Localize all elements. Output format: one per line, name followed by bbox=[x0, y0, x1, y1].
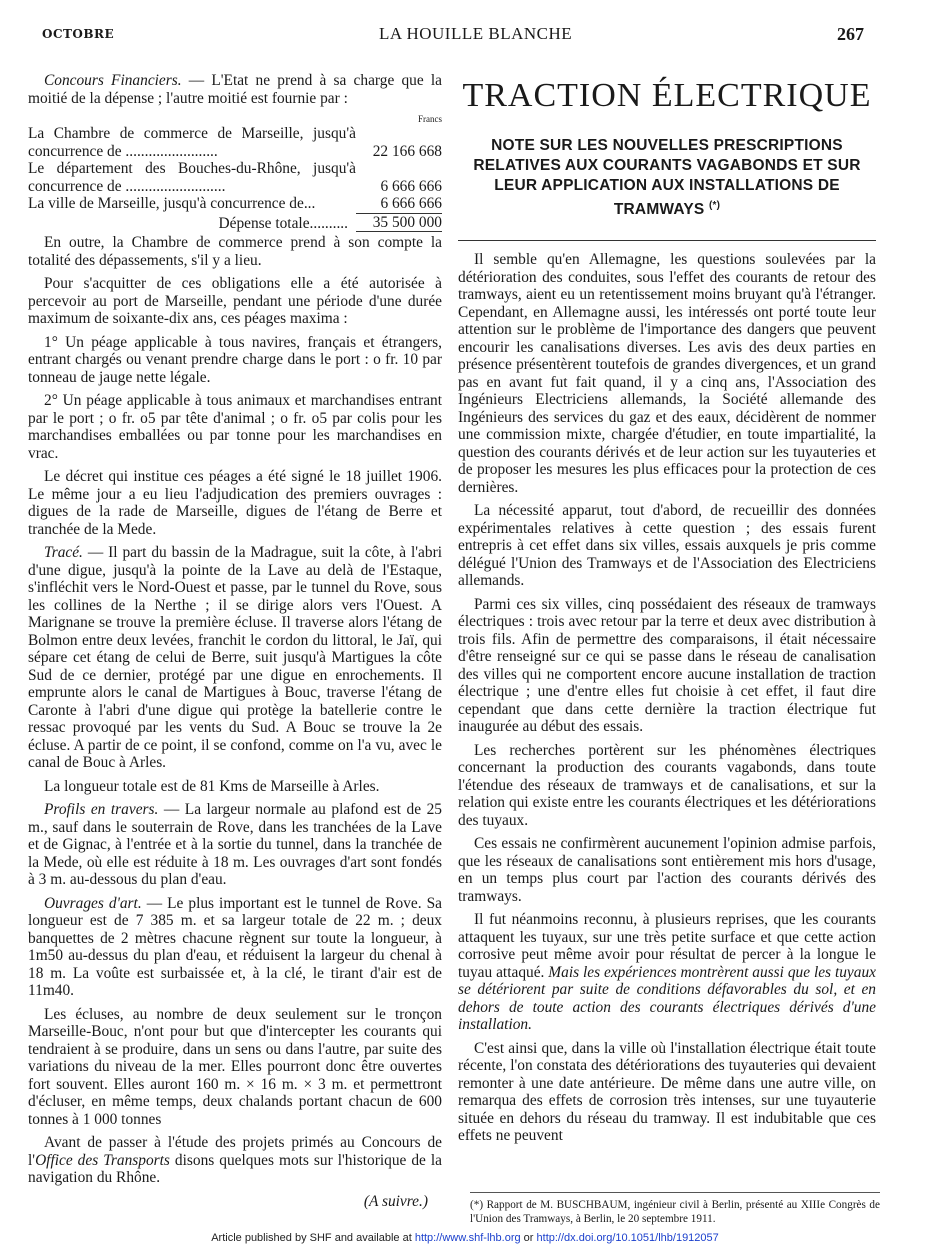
paragraph-decret: Le décret qui institue ces péages a été signé le 18 juillet 1906. Le même jour a eu lieu l'adjudication des premiers ouvrages : digues de la rade de Marseille, digues de l'étang de Berre et tranchée de la Mede. bbox=[28, 468, 442, 538]
footer-link-doi[interactable]: http://dx.doi.org/10.1051/lhb/1912057 bbox=[536, 1232, 719, 1244]
financing-row-label: La Chambre de commerce de Marseille, jusqu'à concurrence de ........................ bbox=[28, 125, 356, 160]
title-rule bbox=[458, 240, 876, 241]
left-column bbox=[28, 72, 442, 1210]
financing-unit: Francs bbox=[418, 114, 442, 124]
footer-prefix: Article published by SHF and available at bbox=[211, 1232, 415, 1244]
article-paragraph-3: Parmi ces six villes, cinq possédaient des réseaux de tramways électriques : trois avec retour par la terre et deux avec distribution à trois fils. Afin de permettre des comparaisons, il était nécessaire d'être renseigné sur ce qui se passe dans le réseau de canalisation des villes qui ne comportent encore aucune installation de traction électrique ; une d'entre elles fut choisie à cet effet, il faut dire cependant que dans cette dernière la traction électrique fut inaugurée au début des essais. bbox=[458, 595, 876, 736]
header-journal-title: LA HOUILLE BLANCHE bbox=[379, 24, 573, 43]
footer-link-shf[interactable]: http://www.shf-lhb.org bbox=[414, 1232, 521, 1244]
financing-row-value: 22 166 668 bbox=[372, 142, 442, 160]
ouvrages-runin: Ouvrages d'art. bbox=[44, 894, 142, 912]
financing-unit-row bbox=[28, 113, 442, 125]
paragraph-profils bbox=[28, 801, 442, 889]
article-title bbox=[458, 136, 876, 220]
financing-row bbox=[28, 195, 442, 213]
paragraph-en-outre: En outre, la Chambre de commerce prend à son compte la totalité des dépassements, s'il y a lieu. bbox=[28, 234, 442, 269]
publication-footer bbox=[0, 1232, 930, 1244]
article-title-text: NOTE SUR LES NOUVELLES PRESCRIPTIONS RELATIVES AUX COURANTS VAGABONDS ET SUR LEUR APPLICATION AUX INSTALLATIONS DE TRAMWAYS bbox=[473, 137, 861, 219]
paragraph-longueur: La longueur totale est de 81 Kms de Marseille à Arles. bbox=[44, 777, 380, 795]
continued-note: (A suivre.) bbox=[363, 1192, 428, 1210]
avant-italic: Office des Transports bbox=[35, 1151, 170, 1169]
article-paragraph-4: Les recherches portèrent sur les phénomènes électriques concernant la production des courants vagabonds, dans toute l'étendue des réseaux de tramways et de canalisations, et sur la relation qui existe entre les courants électriques et les détériorations des tuyaux. bbox=[458, 741, 876, 829]
financing-text: — L'Etat ne prend à sa charge que la moitié de la dépense ; l'autre moitié est fournie par : bbox=[28, 72, 443, 107]
article-paragraph-7: C'est ainsi que, dans la ville où l'installation électrique était toute récente, l'on constata des détériorations des tuyauteries qui devaient remonter à une date antérieure. De même dans une autre ville, on remarqua des effets de corrosion très intenses, sur une tuyauterie située en dehors du réseau du tramway. Il est indubitable que ces effets ne peuvent bbox=[458, 1039, 876, 1145]
financing-row-label: La ville de Marseille, jusqu'à concurrence de... bbox=[28, 195, 316, 212]
article-paragraph-6 bbox=[458, 911, 876, 1034]
section-title: TRACTION ÉLECTRIQUE bbox=[462, 77, 872, 114]
financing-row bbox=[28, 125, 442, 160]
financing-row-label: Le département des Bouches-du-Rhône, jusqu'à concurrence de .......................... bbox=[28, 160, 356, 195]
footnote: (*) Rapport de M. BUSCHBAUM, ingénieur civil à Berlin, présenté au XIIIe Congrès de l'Union des Tramways, à Berlin, le 20 septembre 1911. bbox=[470, 1199, 880, 1225]
paragraph-avant bbox=[28, 1134, 442, 1187]
running-header bbox=[42, 22, 864, 46]
trace-text: — Il part du bassin de la Madrague, suit la côte, à l'abri d'une digue, jusqu'à la pointe de la Lave au delà de l'Estaque, s'infléchit vers le Nord-Ouest et passe, par le tunnel du Rove, sous les collines de la Nerthe ; il se dirige alors vers l'Ouest. A Marignane se trouve la première écluse. Il traverse alors l'étang de Bolmon entre deux levées, franchit le cordon du littoral, le Jaï, qui sépare cet étang de celui de Berre, suit jusqu'à Martigues la côte Sud de ce dernier, protégé par une digue en enrochements. Il emprunte alors le canal de Martigues à Bouc, traverse l'étang de Caronte à l'abri d'une digue qui protège la batellerie contre le ressac provoqué par les vents du Sud. A Bouc se trouve la 2e écluse. A partir de ce point, il se confond, comme on l'a vu, avec le canal de Bouc à Arles. bbox=[28, 544, 442, 771]
financing-total-label: Dépense totale.......... bbox=[218, 214, 348, 232]
article-paragraph-1: Il semble qu'en Allemagne, les questions soulevées par la détérioration des conduites, sous l'effet des courants de retour des tramways, aient eu un retentissement moins bruyant qu'à l'étranger. Cependant, en Allemagne aussi, les intéressés ont porté toute leur attention sur le problème de l'importance des dangers que peuvent encourir les canalisations diverses. Les avis des deux parties en présence présentèrent toutefois de grandes divergences, et un grand pas en avant fut fait quand, il y a cinq ans, l'Association des Ingénieurs Electriciens allemands, la Société allemande des Ingénieurs des services du gaz et des eaux, décidèrent de nommer une commission mixte, chargée d'étudier, en toute impartialité, la question des courants dérivés et de leur action sur les tuyauteries et de proposer les mesures les plus efficaces pour la protection de ces dernières. bbox=[458, 251, 876, 496]
financing-row bbox=[28, 160, 442, 195]
paragraph-peage-2: 2° Un péage applicable à tous animaux et marchandises entrant par le port ; o fr. o5 par tête d'animal ; o fr. o5 par colis pour les marchandises emballées ou par tonne pour les marchandises en vrac. bbox=[28, 392, 442, 462]
avant-text-b: disons quelques mots sur l'historique de la navigation du Rhône. bbox=[28, 1151, 442, 1186]
p6-text: Il fut néanmoins reconnu, à plusieurs reprises, que les courants attaquent les tuyaux, sur une très petite surface et que cette action corrosive peut même avoir pour résultat de percer à la longue le tuyau attaqué. bbox=[458, 911, 876, 981]
article-note-mark: (*) bbox=[708, 200, 721, 211]
header-page-number: 267 bbox=[837, 23, 864, 44]
profils-runin: Profils en travers. bbox=[44, 801, 159, 818]
p6-italic: Mais les expériences montrèrent aussi que les tuyaux se détériorent par suite de conditions défavorables du sol, et en dehors de toute action des courants électriques dérivés d'une installation. bbox=[458, 963, 876, 1034]
paragraph-ecluses: Les écluses, au nombre de deux seulement sur le tronçon Marseille-Bouc, n'ont pour but que d'intercepter les courants qui tendraient à se produire, dans un sens ou dans l'autre, par suite des variations du niveau de la mer. Elles pourront donc être ouvertes fort souvent. Elles auront 160 m. × 16 m. × 3 m. et permettront d'écluser, en même temps, deux chalands portant chacun de 600 tonnes à 1 000 tonnes bbox=[28, 1005, 442, 1128]
trace-runin: Tracé. bbox=[44, 544, 83, 561]
right-column bbox=[458, 72, 876, 1151]
footer-middle: or bbox=[520, 1232, 537, 1244]
financing-table bbox=[28, 113, 442, 232]
paragraph-ouvrages bbox=[28, 895, 442, 1000]
financing-row-value: 6 666 666 bbox=[380, 177, 442, 195]
footnote-rule bbox=[470, 1192, 880, 1193]
financing-runin: Concours Financiers. bbox=[44, 72, 182, 89]
paragraph-peage-1: 1° Un péage applicable à tous navires, français et étrangers, entrant chargés ou venant prendre charge dans le port : o fr. 10 par tonneau de jauge nette légale. bbox=[28, 333, 442, 386]
financing-total-row bbox=[28, 213, 442, 233]
ouvrages-text: — Le plus important est le tunnel de Rove. Sa longueur est de 7 385 m. et sa largeur totale de 22 m. ; deux banquettes de 2 mètres chacune règnent sur toute la longueur, à 1m50 au-dessus du plan d'eau, et réduisent la largeur du chenal à 18 m. La voûte est surbaissée et, à la clé, le tirant d'air est de 11m40. bbox=[28, 894, 442, 999]
paragraph-pour: Pour s'acquitter de ces obligations elle a été autorisée à percevoir au port de Marseille, pendant une période d'une durée maximum de soixante-dix ans, ces péages maxima : bbox=[28, 275, 442, 327]
profils-text: — La largeur normale au plafond est de 25 m., sauf dans le souterrain de Rove, dans les tranchées de la Lave et de Gignac, à l'entrée et à la sortie du tunnel, dans la tranchée de la Mede, où elle est réduite à 18 m. Les ouvrages d'art sont fondés à 3 m. au-dessous du plan d'eau. bbox=[28, 801, 442, 888]
paragraph-trace bbox=[28, 544, 442, 772]
financing-row-value: 6 666 666 bbox=[380, 195, 442, 212]
avant-text-a: Avant de passer à l'étude des projets primés au Concours de l' bbox=[28, 1134, 442, 1169]
article-paragraph-2: La nécessité apparut, tout d'abord, de recueillir des données expérimentales relatives à cette question ; des essais furent entrepris à cet effet dans six villes, essais auxquels je pris comme délégué l'Union des Tramways et de l'Association des Electriciens allemands. bbox=[458, 502, 876, 590]
financing-total-value: 35 500 000 bbox=[356, 213, 442, 233]
header-month: OCTOBRE bbox=[42, 27, 115, 41]
article-paragraph-5: Ces essais ne confirmèrent aucunement l'opinion admise parfois, que les réseaux de canalisations sont entièrement mis hors d'usage, en un temps plus court par l'action des courants dérivés des tramways. bbox=[458, 835, 876, 905]
financing-paragraph bbox=[28, 72, 442, 107]
